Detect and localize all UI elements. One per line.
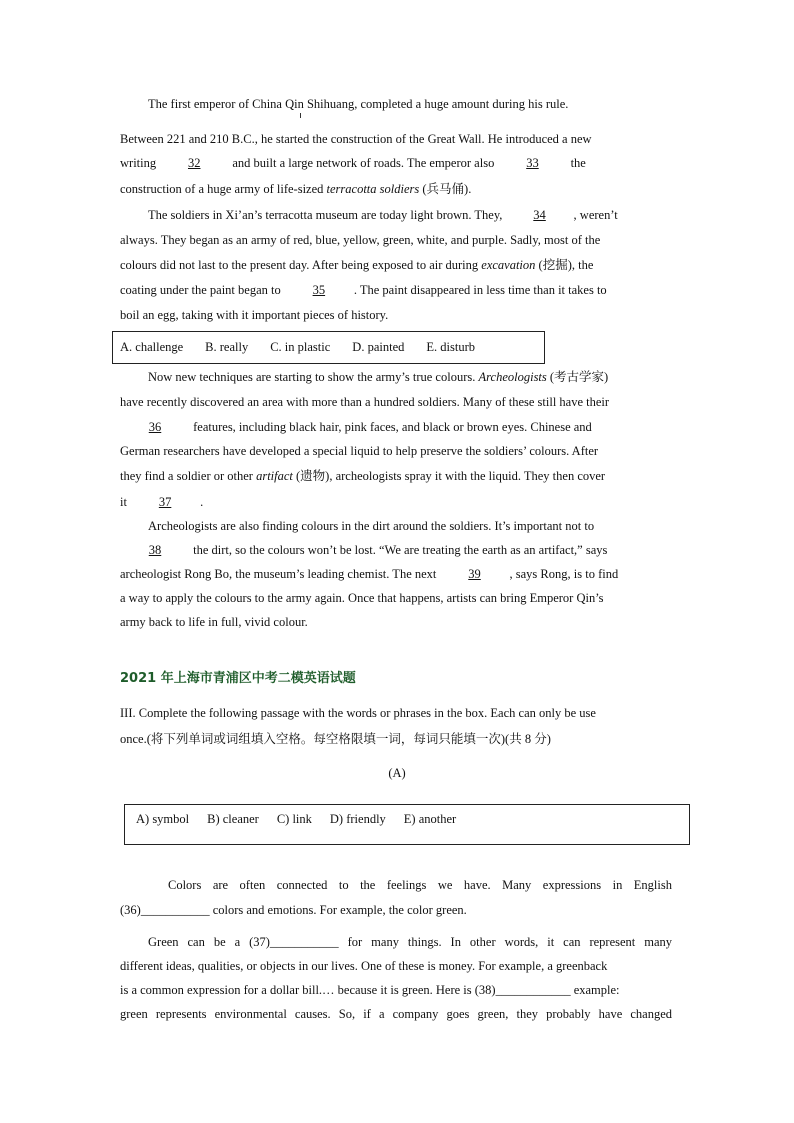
option-d: D) friendly: [329, 812, 386, 826]
instruction-line: III. Complete the following passage with the words or phrases in the box. Each can only be use: [120, 706, 596, 720]
passage-line: The first emperor of China Qin Shihuang, completed a huge amount during his rule.: [148, 97, 569, 111]
italic-term: artifact: [256, 469, 293, 483]
passage-line: a way to apply the colours to the army again. Once that happens, artists can bring Emperor Qin’s: [120, 591, 604, 605]
text-run: archeologist Rong Bo, the museum’s leading chemist. The next: [120, 567, 440, 581]
italic-term: excavation: [481, 258, 536, 272]
text-run: , says Rong, is to find: [509, 567, 619, 581]
passage-line: is a common expression for a dollar bill.… because it is green. Here is (38)____________ example:: [120, 983, 620, 997]
blank-35[interactable]: 35: [312, 283, 326, 297]
option-b: B) cleaner: [207, 812, 259, 826]
text-run: it: [120, 495, 131, 509]
text-run: (考古学家): [546, 370, 609, 384]
section-title: 2021 年上海市青浦区中考二模英语试题: [120, 671, 356, 686]
passage-line: have recently discovered an area with more than a hundred soldiers. Many of these still have their: [120, 395, 610, 409]
passage-line: green represents environmental causes. So, if a company goes green, they probably have changed: [120, 1007, 672, 1021]
italic-term: terracotta soldiers: [326, 182, 420, 196]
text-run: and built a large network of roads. The emperor also: [229, 156, 498, 170]
option-b: B. really: [205, 340, 249, 354]
option-c: C) link: [276, 812, 312, 826]
italic-term: Archeologists: [478, 370, 547, 384]
text-run: construction of a huge army of life-sized: [120, 182, 327, 196]
option-c: C. in plastic: [270, 340, 331, 354]
text-run: the: [567, 156, 586, 170]
passage-line: Between 221 and 210 B.C., he started the construction of the Great Wall. He introduced a new: [120, 132, 592, 146]
text-run: they find a soldier or other: [120, 469, 257, 483]
passage-line: Colors are often connected to the feelings we have. Many expressions in English: [168, 878, 672, 892]
text-run: features, including black hair, pink faces, and black or brown eyes. Chinese and: [190, 420, 592, 434]
blank-36[interactable]: 36: [148, 420, 162, 434]
passage-line: [120, 542, 676, 558]
blank-38[interactable]: 38: [148, 543, 162, 557]
option-e: E) another: [403, 812, 457, 826]
passage-line: [120, 181, 676, 197]
instruction-line: once.(将下列单词或词组填入空格。每空格限填一词，每词只能填一次)(共 8 分): [120, 732, 551, 746]
passage-line: Archeologists are also finding colours in the dirt around the soldiers. It’s important not to: [148, 519, 595, 533]
passage-line: [120, 282, 676, 298]
stray-tick-mark: [300, 113, 301, 118]
text-run: colours did not last to the present day. After being exposed to air during: [120, 258, 482, 272]
option-e: E. disturb: [426, 340, 475, 354]
passage-line: [120, 494, 676, 510]
option-a: A) symbol: [136, 812, 190, 826]
option-a: A. challenge: [120, 340, 184, 354]
passage-line: different ideas, qualities, or objects in our lives. One of these is money. For example, a greenback: [120, 959, 608, 973]
passage-line: [148, 369, 676, 385]
blank-33[interactable]: 33: [526, 156, 539, 170]
passage-line: (36)___________ colors and emotions. For example, the color green.: [120, 903, 467, 917]
blank-34[interactable]: 34: [533, 208, 546, 222]
text-run: The soldiers in Xi’an’s terracotta museum are today light brown. They,: [148, 208, 506, 222]
passage-line: [120, 155, 676, 171]
text-run: the dirt, so the colours won’t be lost. “We are treating the earth as an artifact,” says: [190, 543, 608, 557]
passage-line: [120, 566, 676, 582]
text-run: (挖掘), the: [535, 258, 594, 272]
passage-line: [148, 207, 676, 223]
passage-line: boil an egg, taking with it important pieces of history.: [120, 308, 389, 322]
part-label: (A): [388, 766, 406, 780]
text-run: coating under the paint began to: [120, 283, 284, 297]
text-run: , weren’t: [573, 208, 618, 222]
word-box-1: [112, 331, 545, 364]
word-box-options: [136, 811, 474, 827]
blank-32[interactable]: 32: [187, 156, 201, 170]
passage-line: army back to life in full, vivid colour.: [120, 615, 308, 629]
passage-line: [120, 257, 676, 273]
text-run: (兵马俑).: [419, 182, 472, 196]
blank-37[interactable]: 37: [158, 495, 172, 509]
blank-39[interactable]: 39: [468, 567, 481, 581]
text-run: Now new techniques are starting to show the army’s true colours.: [148, 370, 479, 384]
text-run: writing: [120, 156, 160, 170]
word-box-2: [124, 804, 690, 845]
word-box-options: [120, 339, 497, 355]
passage-line: [120, 419, 676, 435]
passage-line: always. They began as an army of red, blue, yellow, green, white, and purple. Sadly, most of the: [120, 233, 601, 247]
option-d: D. painted: [352, 340, 405, 354]
text-run: . The paint disappeared in less time than it takes to: [353, 283, 607, 297]
text-run: .: [200, 495, 204, 509]
passage-line: Green can be a (37)___________ for many things. In other words, it can represent many: [148, 935, 672, 949]
text-run: (遗物), archeologists spray it with the liquid. They then cover: [292, 469, 606, 483]
passage-line: German researchers have developed a special liquid to help preserve the soldiers’ colours. After: [120, 444, 599, 458]
passage-line: [120, 468, 676, 484]
